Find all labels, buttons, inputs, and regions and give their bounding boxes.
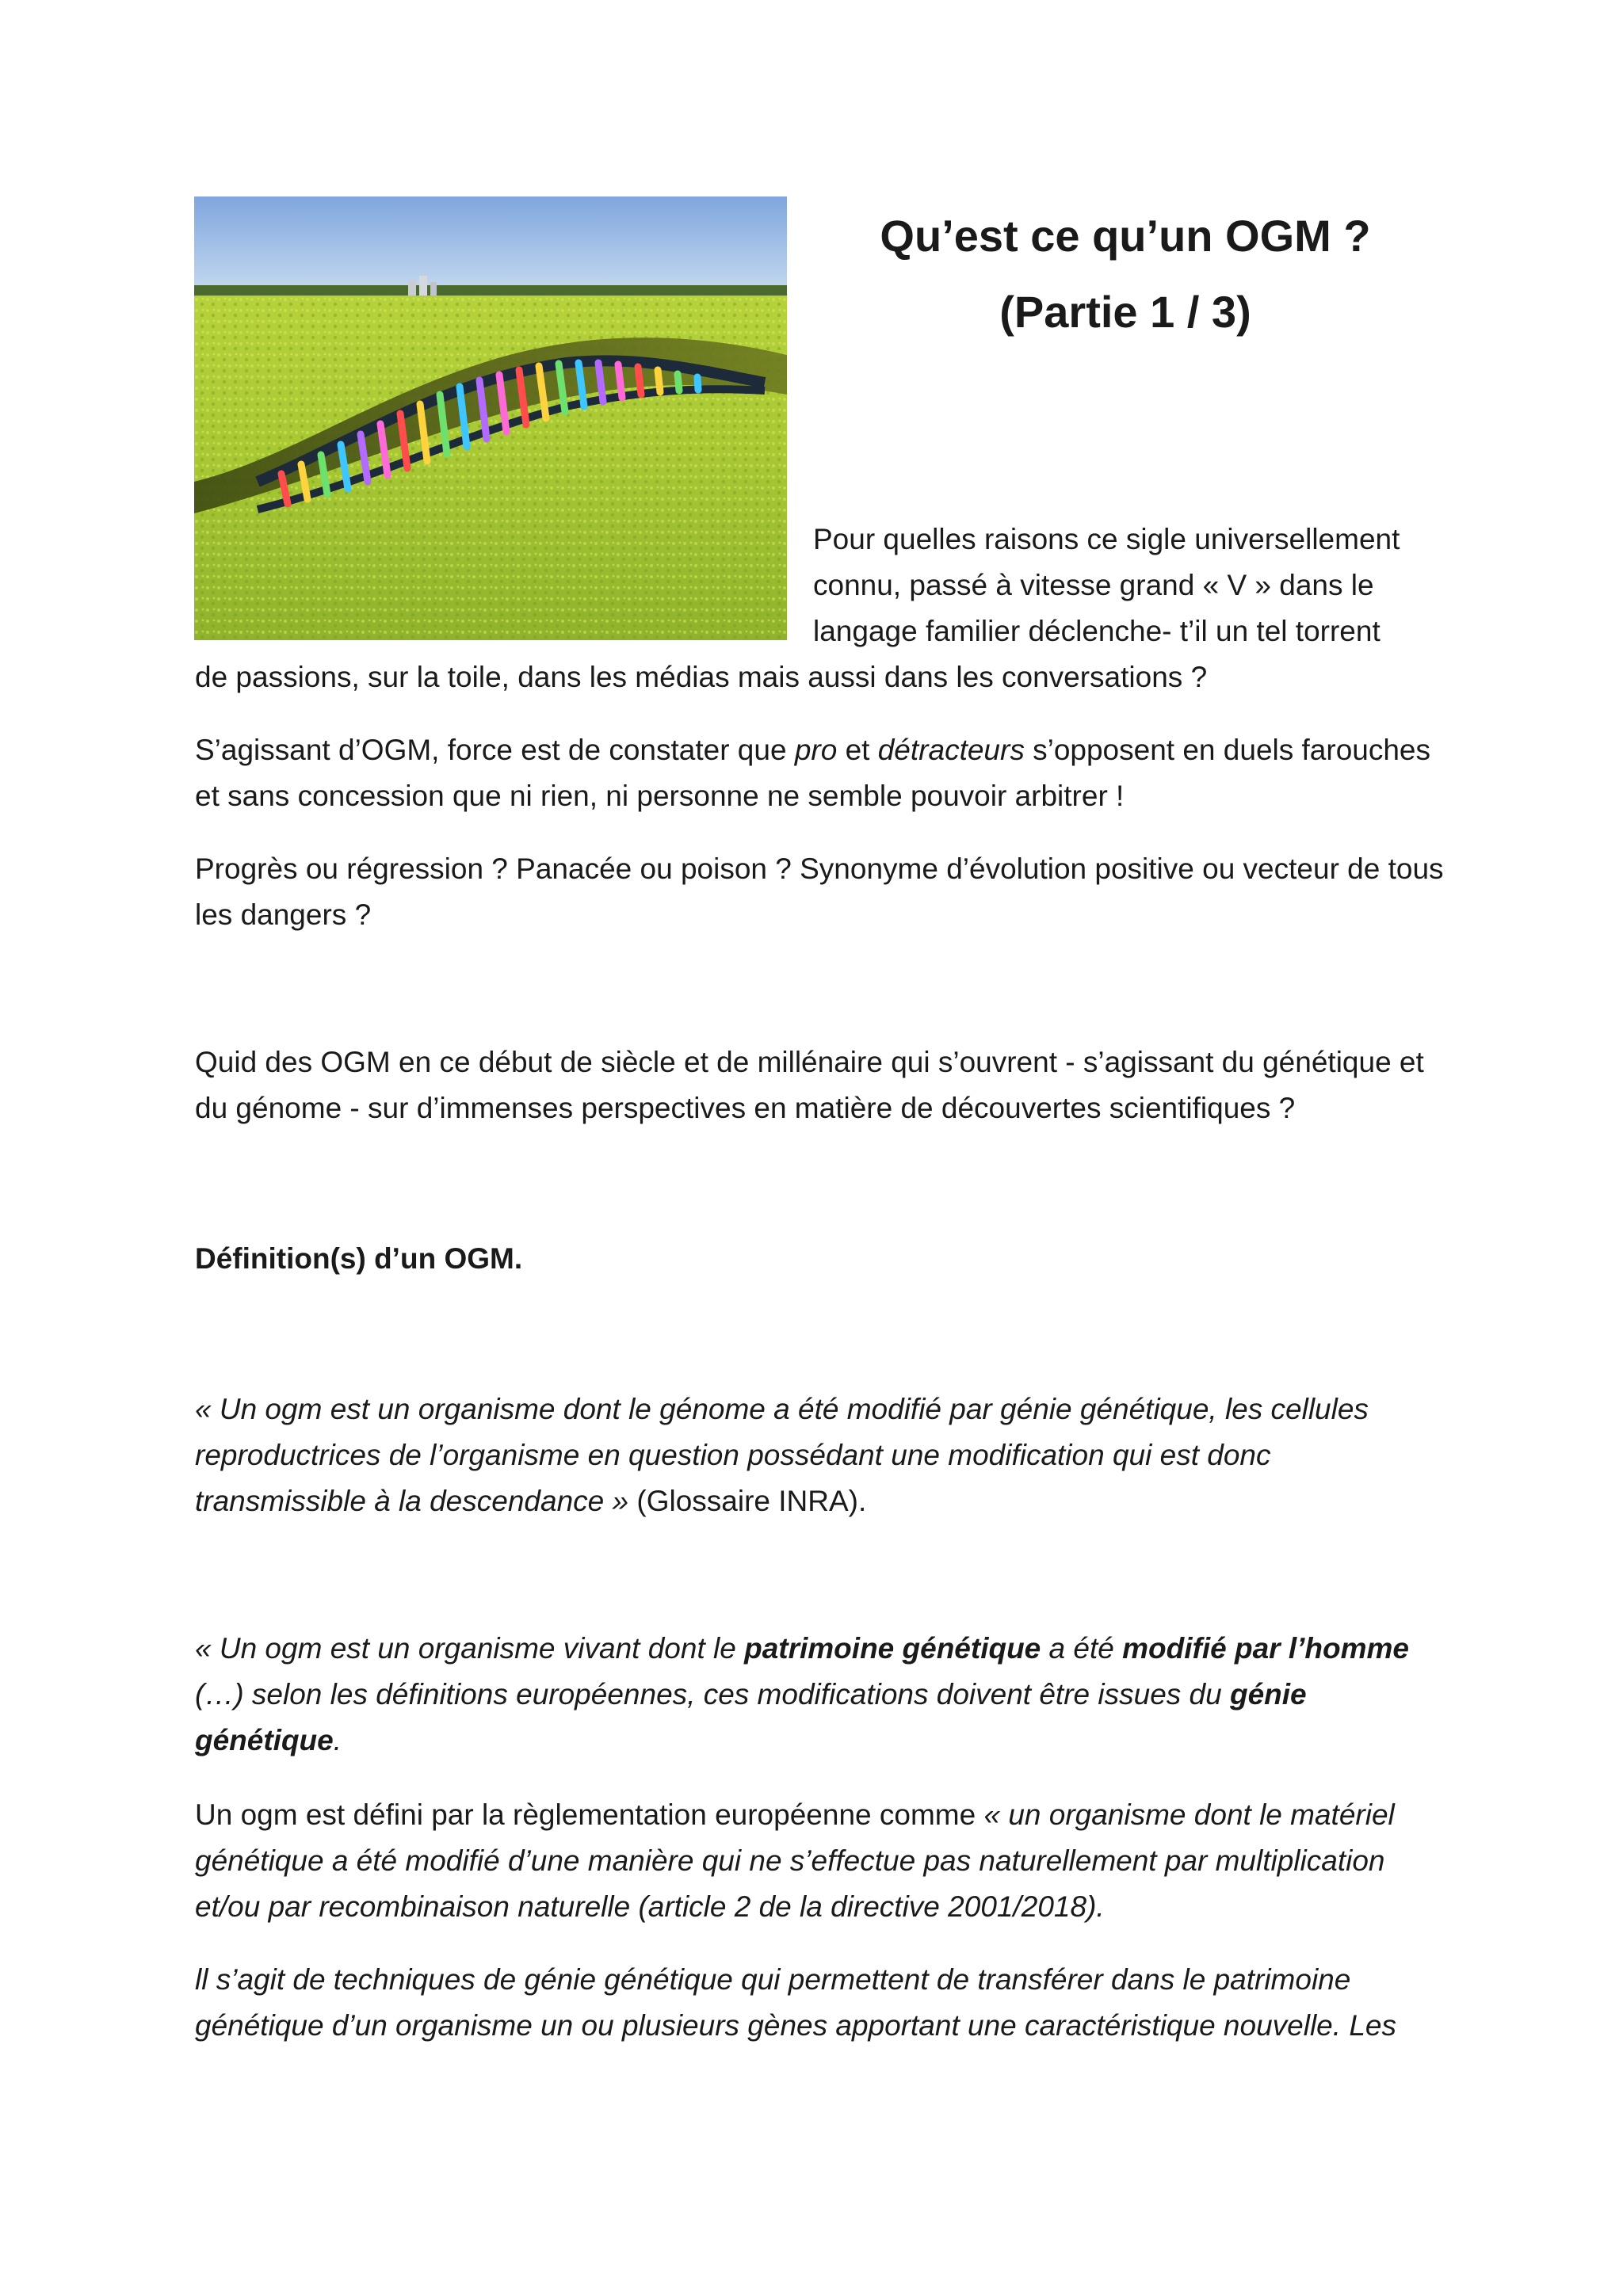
text-run: S’agissant d’OGM, force est de constater que <box>195 734 795 766</box>
heading-definitions: Définition(s) d’un OGM. <box>195 1242 523 1275</box>
text-run: « Un ogm est un organisme vivant dont le <box>195 1632 745 1665</box>
definition-reglementation <box>195 1792 1447 1930</box>
italic-detracteurs: détracteurs <box>877 734 1025 766</box>
text-run: (…) selon les définitions européennes, ces modifications doivent être issues du <box>195 1678 1230 1711</box>
text-run: et <box>837 734 878 766</box>
intro-continuation <box>195 654 1447 700</box>
paragraph-questions: Progrès ou régression ? Panacée ou poison ? Synonyme d’évolution positive ou vecteur de tous les dangers ? <box>195 852 1444 931</box>
italic-pro: pro <box>794 734 838 766</box>
intro-line-4: de passions, sur la toile, dans les médias mais aussi dans les conversations ? <box>195 661 1208 693</box>
document-title <box>792 198 1458 350</box>
bold-patrimoine-genetique: patrimoine génétique <box>744 1632 1041 1665</box>
intro-line-1: Pour quelles raisons ce sigle universellement <box>813 523 1400 555</box>
definition-inra <box>195 1386 1447 1524</box>
definition-patrimoine <box>195 1626 1447 1764</box>
intro-line-3: langage familier déclenche- t’il un tel torrent <box>813 615 1381 647</box>
dna-field-image <box>194 196 787 640</box>
title-line-1: Qu’est ce qu’un OGM ? <box>880 211 1371 261</box>
text-run: Un ogm est défini par la règlementation européenne comme <box>195 1798 984 1831</box>
source-inra: (Glossaire INRA). <box>628 1485 867 1517</box>
paragraph-techniques: ll s’agit de techniques de génie génétique qui permettent de transférer dans le patrimoine génétique d’un organisme un ou plusieurs gènes apportant une caractéristique nouvelle. Les <box>195 1963 1396 2042</box>
intro-line-2: connu, passé à vitesse grand « V » dans le <box>813 569 1374 601</box>
bold-genie-genetique: génie génétique <box>195 1678 1307 1756</box>
text-run: . <box>333 1724 342 1756</box>
bold-modifie-par-l-homme: modifié par l’homme <box>1122 1632 1409 1665</box>
quote-directive: « un organisme dont le matériel génétique a été modifié d’une manière qui ne s’effectue pas naturellement par multiplication et/ou par recombinaison naturelle (article 2 de la directive 2001/2018). <box>195 1798 1395 1923</box>
dna-helix-icon <box>194 196 787 640</box>
quote-inra: « Un ogm est un organisme dont le génome a été modifié par génie génétique, les cellules reproductrices de l’organisme en question possédant une modification qui est donc transmissible à la descendance » <box>195 1393 1369 1517</box>
paragraph-quid: Quid des OGM en ce début de siècle et de millénaire qui s’ouvrent - s’agissant du génétique et du génome - sur d’immenses perspectives en matière de découvertes scientifiques ? <box>195 1046 1424 1124</box>
text-run: a été <box>1041 1632 1123 1665</box>
intro-paragraph <box>813 517 1447 654</box>
paragraph-opposition <box>195 727 1447 819</box>
text-run: s’opposent en duels farouches et sans concession que ni rien, ni personne ne semble pouvoir arbitrer ! <box>195 734 1431 812</box>
title-line-2: (Partie 1 / 3) <box>999 287 1251 337</box>
